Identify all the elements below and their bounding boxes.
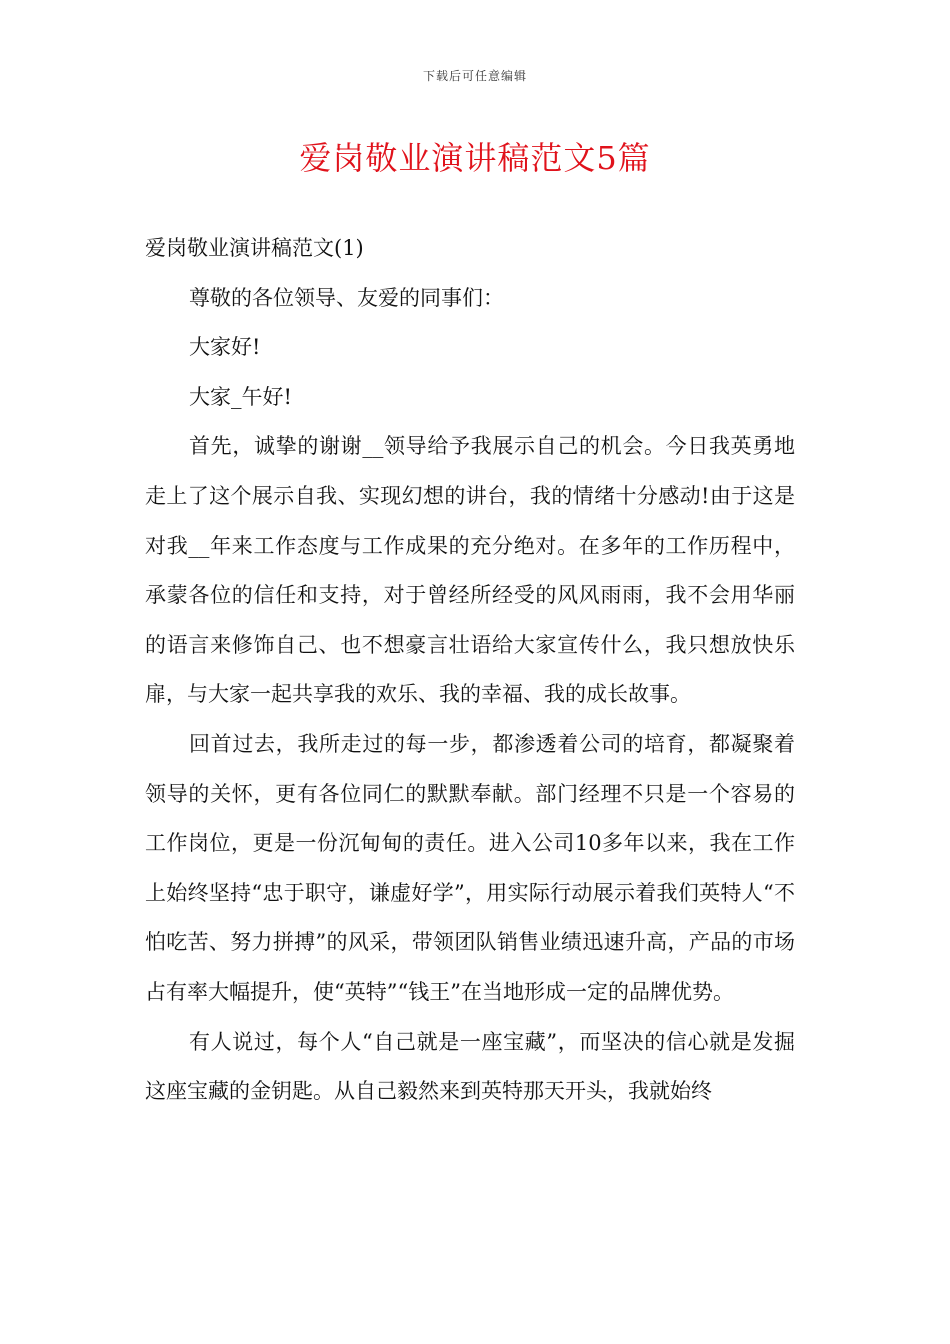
body-paragraph: 首先，诚挚的谢谢__领导给予我展示自己的机会。今日我英勇地走上了这个展示自我、实现幻想的讲台，我的情绪十分感动!由于这是对我__年来工作态度与工作成果的充分绝对。在多年的工作历程中，承蒙各位的信任和支持，对于曾经所经受的风风雨雨，我不会用华丽的语言来修饰自己、也不想豪言壮语给大家宣传什么，我只想放快乐扉，与大家一起共享我的欢乐、我的幸福、我的成长故事。 (145, 434, 795, 707)
body-paragraph: 有人说过，每个人“自己就是一座宝藏”，而坚决的信心就是发掘这座宝藏的金钥匙。从自己毅然来到英特那天开头，我就始终 (145, 1029, 795, 1104)
header-note: 下载后可任意编辑 (422, 69, 527, 83)
document-body (145, 224, 795, 1117)
section-title: 爱岗敬业演讲稿范文(1) (145, 236, 364, 260)
document-title: 爱岗敬业演讲稿范文5篇 (299, 139, 651, 177)
body-paragraph: 回首过去，我所走过的每一步，都渗透着公司的培育，都凝聚着领导的关怀，更有各位同仁的默默奉献。部门经理不只是一个容易的工作岗位，更是一份沉甸甸的责任。进入公司10多年以来，我在工作上始终坚持“忠于职守，谦虚好学”，用实际行动展示着我们英特人“不怕吃苦、努力拼搏”的风采，带领团队销售业绩迅速升高，产品的市场占有率大幅提升，使“英特”“钱王”在当地形成一定的品牌优势。 (145, 731, 795, 1004)
salutation-paragraph: 尊敬的各位领导、友爱的同事们： (189, 285, 504, 310)
greeting-paragraph: 大家好! (189, 335, 261, 360)
greeting-afternoon-paragraph: 大家_午好! (189, 384, 292, 409)
